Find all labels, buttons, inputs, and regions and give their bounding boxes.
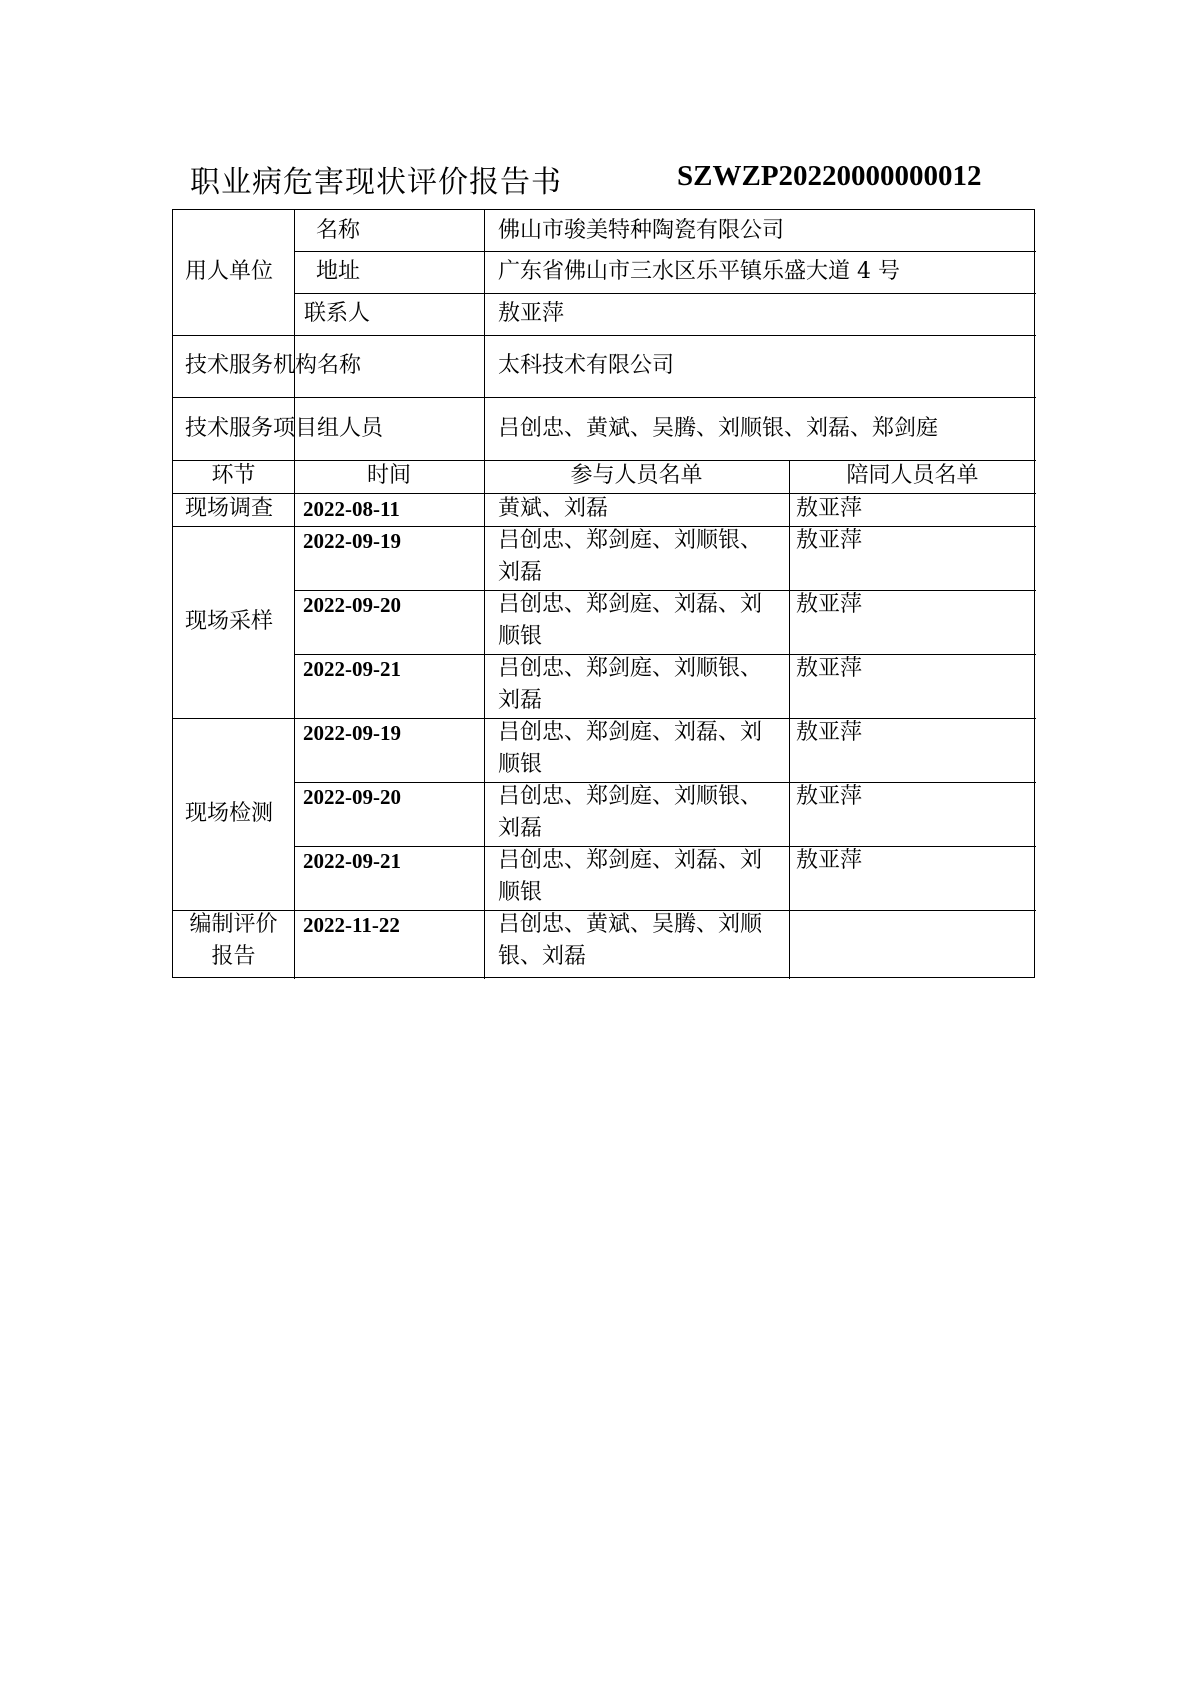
sampling-participants: 吕创忠、郑剑庭、刘顺银、	[498, 656, 763, 681]
testing-date: 2022-09-21	[303, 849, 401, 873]
employer-address: 广东省佛山市三水区乐平镇乐盛大道 4 号	[498, 259, 900, 284]
sampling-companion: 敖亚萍	[796, 528, 863, 553]
sampling-companion: 敖亚萍	[796, 592, 863, 617]
report-stage-cont: 报告	[211, 944, 256, 969]
sampling-participants-cont: 刘磊	[498, 688, 543, 713]
employer-contact: 敖亚萍	[498, 301, 565, 326]
testing-stage: 现场检测	[185, 801, 274, 826]
report-info-table	[172, 209, 1035, 978]
sampling-participants-cont: 刘磊	[498, 560, 543, 585]
sampling-participants-cont: 顺银	[498, 624, 543, 649]
testing-date: 2022-09-19	[303, 721, 401, 745]
report-date: 2022-11-22	[303, 913, 400, 937]
testing-companion: 敖亚萍	[796, 720, 863, 745]
testing-participants: 吕创忠、郑剑庭、刘顺银、	[498, 784, 763, 809]
survey-participants: 黄斌、刘磊	[498, 496, 609, 521]
sampling-date: 2022-09-21	[303, 657, 401, 681]
employer-name: 佛山市骏美特种陶瓷有限公司	[498, 218, 785, 243]
testing-participants: 吕创忠、郑剑庭、刘磊、刘	[498, 720, 763, 745]
header-stage: 环节	[211, 463, 256, 488]
sampling-date: 2022-09-19	[303, 529, 401, 553]
name-label: 名称	[316, 218, 361, 243]
testing-companion: 敖亚萍	[796, 784, 863, 809]
survey-date: 2022-08-11	[303, 497, 400, 521]
testing-participants: 吕创忠、郑剑庭、刘磊、刘	[498, 848, 763, 873]
report-stage: 编制评价	[189, 912, 278, 937]
employer-label: 用人单位	[185, 259, 274, 284]
header-date: 时间	[366, 463, 411, 488]
sampling-date: 2022-09-20	[303, 593, 401, 617]
survey-stage: 现场调查	[185, 496, 274, 521]
address-label: 地址	[316, 259, 361, 284]
sampling-participants: 吕创忠、郑剑庭、刘磊、刘	[498, 592, 763, 617]
report-participants: 吕创忠、黄斌、吴腾、刘顺	[498, 912, 763, 937]
testing-participants-cont: 顺银	[498, 752, 543, 777]
testing-participants-cont: 顺银	[498, 880, 543, 905]
testing-date: 2022-09-20	[303, 785, 401, 809]
testing-companion: 敖亚萍	[796, 848, 863, 873]
sampling-participants: 吕创忠、郑剑庭、刘顺银、	[498, 528, 763, 553]
header-companions: 陪同人员名单	[846, 463, 979, 488]
testing-participants-cont: 刘磊	[498, 816, 543, 841]
sampling-stage: 现场采样	[185, 609, 274, 634]
org-name: 太科技术有限公司	[498, 353, 675, 378]
team-label: 技术服务项目组人员	[185, 416, 384, 441]
contact-label: 联系人	[304, 301, 371, 326]
survey-companion: 敖亚萍	[796, 496, 863, 521]
header-participants: 参与人员名单	[570, 463, 703, 488]
sampling-companion: 敖亚萍	[796, 656, 863, 681]
team-members: 吕创忠、黄斌、吴腾、刘顺银、刘磊、郑剑庭	[498, 416, 939, 441]
report-title: 职业病危害现状评价报告书	[190, 165, 562, 200]
report-participants-cont: 银、刘磊	[498, 944, 587, 969]
org-label: 技术服务机构名称	[185, 353, 362, 378]
report-code: SZWZP20220000000012	[677, 160, 982, 192]
